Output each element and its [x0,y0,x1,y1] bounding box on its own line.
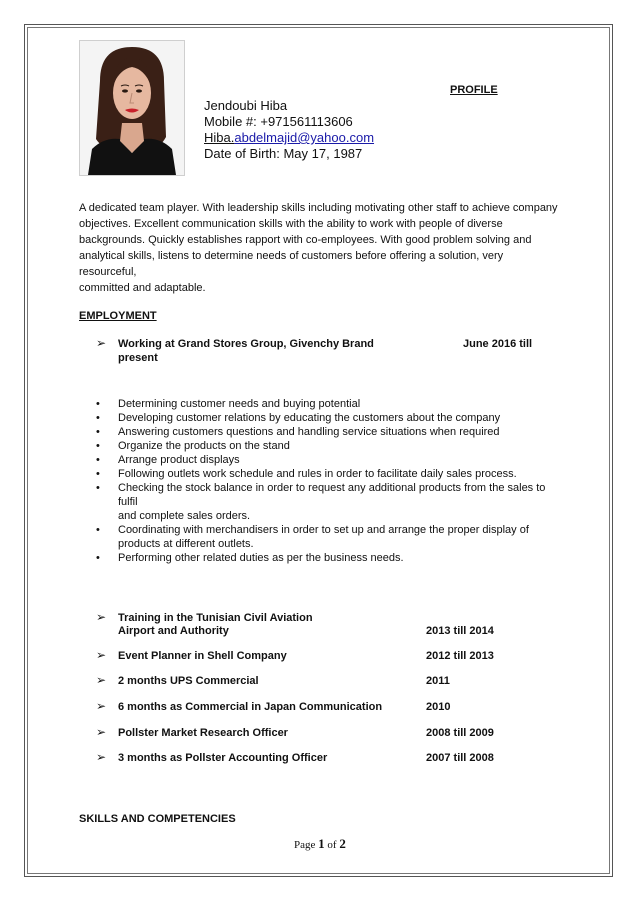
bullet-icon: • [96,412,100,424]
list-item: • Answering customers questions and handling service situations when required [96,426,500,438]
past-job-period: 2008 till 2009 [426,727,494,739]
mobile-number: Mobile #: +971561113606 [204,114,353,129]
arrow-bullet-icon: ➢ [96,699,107,713]
list-item: • Following outlets work schedule and rules in order to facilitate daily sales process. [96,468,517,480]
page-footer [294,836,346,852]
arrow-bullet-icon: ➢ [96,725,107,739]
skills-heading: SKILLS AND COMPETENCIES [79,813,236,825]
past-job-period: 2012 till 2013 [426,650,494,662]
arrow-bullet-icon: ➢ [96,673,107,687]
summary-line: objectives. Excellent communication skills with the ability to work with people of diverse [79,218,503,230]
past-job-title: Training in the Tunisian Civil Aviation [118,612,313,624]
past-job-title: Pollster Market Research Officer [118,727,288,739]
past-job-period: 2011 [426,675,450,687]
past-job-title: 3 months as Pollster Accounting Officer [118,752,328,764]
past-job-period: 2007 till 2008 [426,752,494,764]
bullet-icon: • [96,552,100,564]
email-link[interactable]: Hiba.abdelmajid@yahoo.com [204,130,375,145]
past-job-title: Airport and Authority [118,625,229,637]
bullet-icon: • [96,440,100,452]
total-pages: 2 [339,836,346,851]
page-word: Page [294,839,316,851]
past-job-period: 2013 till 2014 [426,625,494,637]
list-item: • Performing other related duties as per the business needs. [96,552,404,564]
current-job-period: June 2016 till [463,338,533,350]
full-name: Jendoubi Hiba [204,98,288,113]
past-job-title: Event Planner in Shell Company [118,650,287,662]
arrow-bullet-icon: ➢ [96,750,107,764]
bullet-icon: • [96,426,100,438]
bullet-icon: • [96,454,100,466]
bullet-icon: • [96,468,100,480]
list-item: • Checking the stock balance in order to request any additional products from the sales to fulfil and complete sales orders. [96,482,546,522]
list-item: • Determining customer needs and buying potential [96,398,361,410]
list-item: • Arrange product displays [96,454,240,466]
duties-list [92,397,562,565]
contact-block [204,98,374,162]
summary-paragraph [79,200,559,296]
employment-heading: EMPLOYMENT [79,310,157,322]
profile-heading: PROFILE [450,84,498,96]
arrow-bullet-icon: ➢ [96,610,107,624]
current-job-title: Working at Grand Stores Group, Givenchy Brand [118,338,374,350]
profile-photo [79,40,185,176]
list-item: • Organize the products on the stand [96,440,290,452]
bullet-icon: • [96,482,100,494]
arrow-bullet-icon: ➢ [96,648,107,662]
current-page-number: 1 [318,836,325,851]
summary-line: analytical skills, listens to determine needs of customers before offering a solution, very resourceful, [79,250,504,278]
summary-line: backgrounds. Quickly establishes rapport with co-employees. With good problem solving and [79,234,532,246]
past-job-period: 2010 [426,701,451,713]
portrait-image [80,41,184,175]
summary-line: A dedicated team player. With leadership skills including motivating other staff to achieve company [79,202,558,214]
list-item: • Coordinating with merchandisers in order to set up and arrange the proper display of products at different outlets. [96,524,529,550]
arrow-bullet-icon: ➢ [96,336,107,350]
past-job-title: 2 months UPS Commercial [118,675,259,687]
date-of-birth: Date of Birth: May 17, 1987 [204,146,363,161]
bullet-icon: • [96,398,100,410]
current-job-period-end: present [118,352,158,364]
summary-line: committed and adaptable. [79,282,206,294]
of-word: of [327,839,337,851]
past-job-title: 6 months as Commercial in Japan Communication [118,701,383,713]
list-item: • Developing customer relations by educating the customers about the company [96,412,501,424]
bullet-icon: • [96,524,100,536]
